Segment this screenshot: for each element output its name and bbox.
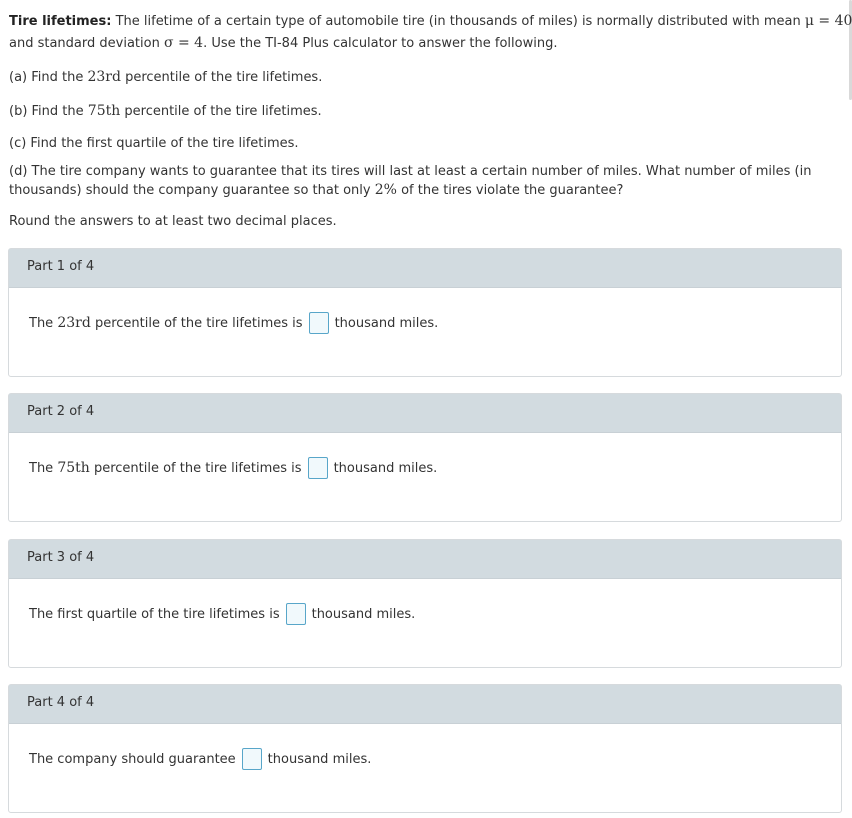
part-3-header	[9, 540, 841, 579]
part-2-answer-input[interactable]	[308, 457, 328, 479]
problem-sd-prefix: and standard deviation	[9, 36, 160, 51]
part-3-answer-input[interactable]	[286, 603, 306, 625]
problem-intro-line1	[9, 12, 852, 31]
question-d-suffix: of the tires violate the guarantee?	[401, 183, 624, 198]
part-1-number: 23rd	[57, 315, 91, 331]
part-4-sentence	[29, 748, 371, 770]
part-4-header	[9, 685, 841, 724]
part-1-sentence	[29, 312, 438, 334]
part-1-header	[9, 249, 841, 288]
part-2-unit: thousand miles.	[333, 460, 438, 476]
part-1-answer-input[interactable]	[309, 312, 329, 334]
part-3-panel	[8, 539, 842, 668]
part-2-title: Part 2 of 4	[27, 404, 95, 419]
part-2-sentence	[29, 457, 437, 479]
question-c: (c) Find the first quartile of the tire lifetimes.	[9, 136, 299, 151]
part-3-title: Part 3 of 4	[27, 550, 95, 565]
question-d-line1: (d) The tire company wants to guarantee that its tires will last at least a certain number of miles. What number of miles (in	[9, 164, 812, 179]
part-1-prefix: The	[29, 315, 54, 331]
part-3-unit: thousand miles.	[311, 606, 416, 622]
question-d-prefix: thousands) should the company guarantee so that only	[9, 183, 371, 198]
part-2-number: 75th	[57, 460, 90, 476]
question-a-suffix: percentile of the tire lifetimes.	[125, 70, 323, 85]
problem-sd-suffix: . Use the TI-84 Plus calculator to answer the following.	[203, 36, 558, 51]
part-2-body	[9, 433, 841, 521]
question-a-number: 23rd	[87, 69, 121, 85]
part-3-body	[9, 579, 841, 667]
part-1-text: percentile of the tire lifetimes is	[94, 315, 303, 331]
part-3-sentence	[29, 603, 415, 625]
problem-intro-line2	[9, 34, 557, 53]
part-2-header	[9, 394, 841, 433]
part-2-panel	[8, 393, 842, 522]
part-1-panel	[8, 248, 842, 377]
mean-value: μ = 40	[804, 13, 852, 29]
sd-value: σ = 4	[163, 35, 204, 51]
part-4-panel	[8, 684, 842, 813]
part-1-unit: thousand miles.	[334, 315, 439, 331]
part-4-unit: thousand miles.	[267, 751, 372, 767]
question-a	[9, 68, 322, 87]
question-d-line2	[9, 181, 623, 200]
part-2-text: percentile of the tire lifetimes is	[93, 460, 302, 476]
question-b	[9, 102, 322, 121]
part-1-body	[9, 288, 841, 376]
question-b-prefix: (b) Find the	[9, 104, 84, 119]
question-b-suffix: percentile of the tire lifetimes.	[124, 104, 322, 119]
part-4-text: The company should guarantee	[29, 751, 236, 767]
question-b-number: 75th	[87, 103, 121, 119]
part-4-answer-input[interactable]	[242, 748, 262, 770]
part-2-prefix: The	[29, 460, 54, 476]
part-1-title: Part 1 of 4	[27, 259, 95, 274]
rounding-instruction: Round the answers to at least two decimal places.	[9, 214, 337, 229]
question-d-percent: 2%	[374, 182, 397, 198]
question-a-prefix: (a) Find the	[9, 70, 84, 85]
part-3-text: The first quartile of the tire lifetimes is	[29, 606, 280, 622]
problem-intro-text: The lifetime of a certain type of automobile tire (in thousands of miles) is normally distributed with mean	[115, 14, 801, 29]
problem-title: Tire lifetimes:	[9, 14, 112, 29]
part-4-body	[9, 724, 841, 812]
part-4-title: Part 4 of 4	[27, 695, 95, 710]
